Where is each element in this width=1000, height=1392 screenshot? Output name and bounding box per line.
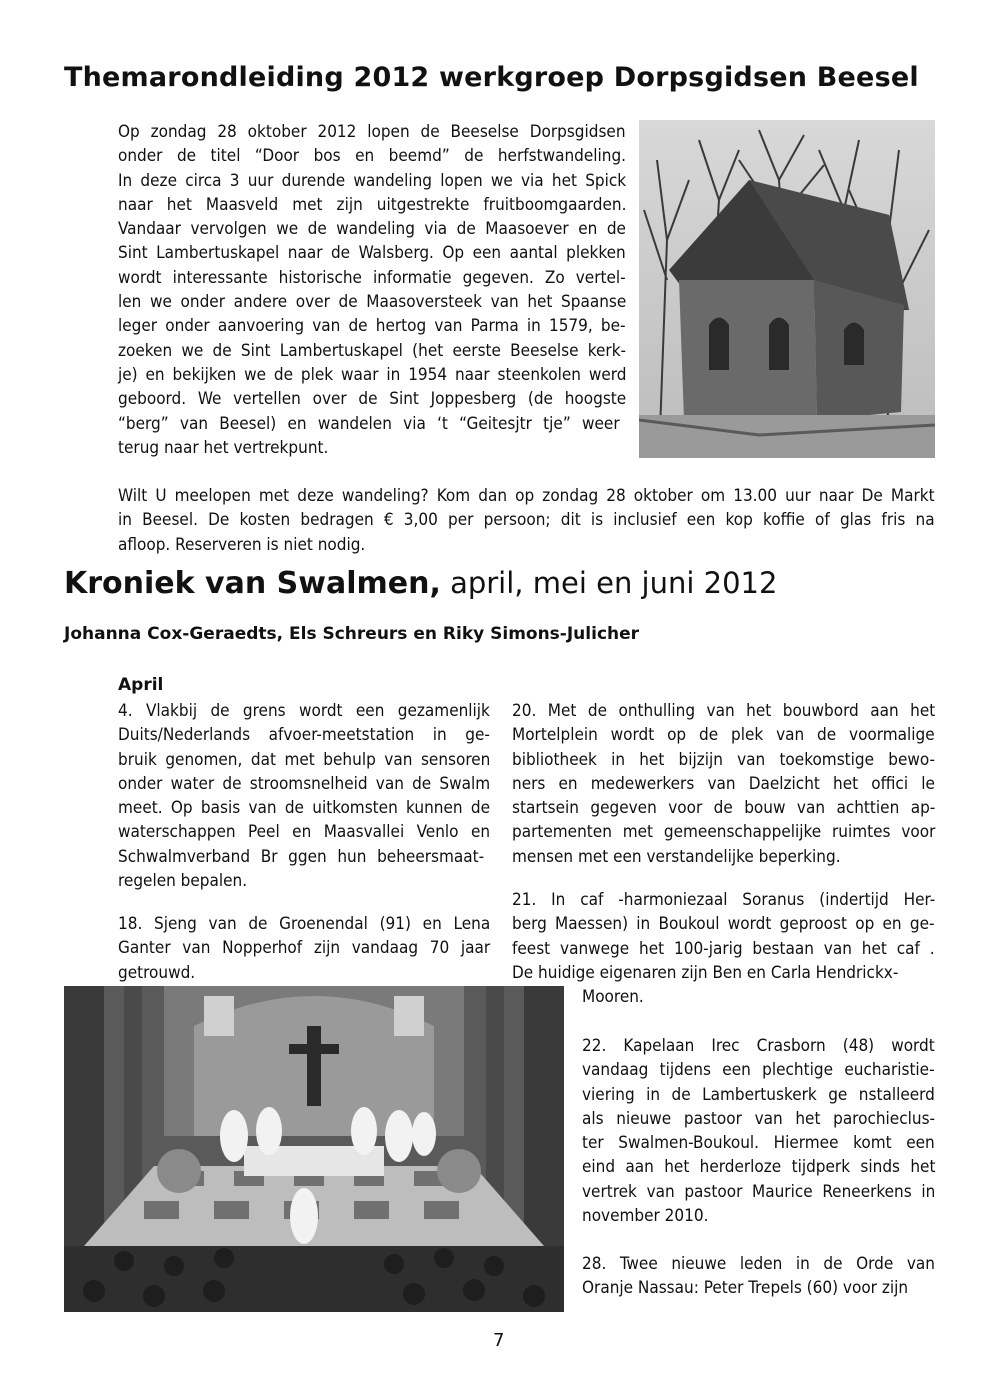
- invitation-paragraph: [118, 484, 935, 557]
- text-line: 28. Twee nieuwe leden in de Orde van: [582, 1254, 935, 1274]
- text-line: in Beesel. De kosten bedragen € 3,00 per persoon; dit is inclusief een kop koffie of glas fris na: [118, 510, 935, 531]
- text-line: Oranje Nassau: Peter Trepels (60) voor zijn: [582, 1278, 909, 1299]
- text-line: mensen met een verstandelijke beperking.: [512, 846, 841, 867]
- chapel-illustration: [639, 120, 935, 458]
- entry-21-end: Mooren.: [582, 987, 644, 1007]
- entry-20: [512, 699, 935, 869]
- kroniek-title-bold: Kroniek van Swalmen,: [64, 566, 441, 601]
- text-line: startsein gegeven voor de bouw van achttien ap-: [512, 798, 936, 819]
- text-line: afloop. Reserveren is niet nodig.: [118, 534, 366, 555]
- text-line: geboord. We vertellen over de Sint Joppesberg (de hoogste: [118, 389, 627, 410]
- text-line: wordt interessante historische informatie gegeven. Zo vertel-: [118, 267, 626, 288]
- kroniek-authors: Johanna Cox-Geraedts, Els Schreurs en Riky Simons-Julicher: [64, 624, 640, 644]
- text-line: 21. In caf -harmoniezaal Soranus (indertijd Her-: [512, 890, 936, 910]
- text-line: In deze circa 3 uur durende wandeling lopen we via het Spick: [118, 170, 627, 191]
- kroniek-heading: [64, 566, 777, 601]
- text-line: november 2010.: [582, 1206, 709, 1227]
- text-line: Duits/Nederlands afvoer-meetstation in ge-: [118, 725, 490, 746]
- text-line: meet. Op basis van de uitkomsten kunnen de: [118, 798, 490, 819]
- text-line: ners en medewerkers van Daelzicht het offici le: [512, 773, 935, 794]
- text-line: partementen met gemeenschappelijke ruimtes voor: [512, 822, 936, 843]
- text-line: len we onder andere over de Maasoversteek van het Spaanse: [118, 292, 627, 313]
- article-heading: Themarondleiding 2012 werkgroep Dorpsgidsen Beesel: [64, 62, 919, 93]
- text-line: viering in de Lambertuskerk ge nstalleerd: [582, 1084, 935, 1105]
- text-line: getrouwd.: [118, 962, 196, 983]
- text-line: waterschappen Peel en Maasvallei Venlo en: [118, 822, 491, 843]
- text-line: vertrek van pastoor Maurice Reneerkens in: [582, 1181, 936, 1202]
- entry-28: [582, 1252, 935, 1301]
- text-line: vandaag tijdens een plechtige eucharistie-: [582, 1060, 935, 1081]
- text-line: Op zondag 28 oktober 2012 lopen de Beeselse Dorpsgidsen: [118, 122, 626, 142]
- text-line: bibliotheek in het bijzijn van toekomstige bewo-: [512, 749, 936, 770]
- text-line: 4. Vlakbij de grens wordt een gezamenlijk: [118, 701, 490, 721]
- text-line: Ganter van Nopperhof zijn vandaag 70 jaar: [118, 938, 491, 959]
- entry-21: [512, 888, 935, 985]
- church-photo: [64, 986, 564, 1312]
- month-heading: April: [118, 675, 164, 695]
- text-line: bruik genomen, dat met behulp van sensoren: [118, 749, 491, 770]
- church-interior-illustration: [64, 986, 564, 1312]
- entry-22: [582, 1034, 935, 1228]
- text-line: “berg” van Beesel) en wandelen via ‘t “Geitesjtr tje” weer: [118, 413, 620, 434]
- text-line: 20. Met de onthulling van het bouwbord aan het: [512, 701, 936, 721]
- text-line: eind aan het herderloze tijdperk sinds het: [582, 1157, 936, 1178]
- text-line: onder de titel “Door bos en beemd” de herfstwandeling.: [118, 146, 627, 167]
- text-line: terug naar het vertrekpunt.: [118, 437, 329, 458]
- intro-paragraph: [118, 120, 626, 460]
- entry-4: [118, 699, 490, 893]
- text-line: onder water de stroomsnelheid van de Swalm: [118, 773, 491, 794]
- text-line: ter Swalmen-Boukoul. Hiermee komt een: [582, 1133, 935, 1154]
- text-line: Mortelplein wordt op de plek van de voormalige: [512, 725, 935, 746]
- chapel-photo: [639, 120, 935, 458]
- text-line: je) en bekijken we de plek waar in 1954 naar steenkolen werd: [118, 364, 627, 385]
- page-number: 7: [493, 1330, 505, 1351]
- text-line: Sint Lambertuskapel naar de Walsberg. Op een aantal plekken: [118, 243, 626, 264]
- text-line: De huidige eigenaren zijn Ben en Carla Hendrickx-: [512, 962, 899, 983]
- text-line: berg Maessen) in Boukoul wordt geproost op en ge-: [512, 914, 935, 935]
- text-line: Vandaar vervolgen we de wandeling via de Maasoever en de: [118, 219, 626, 240]
- text-line: feest vanwege het 100-jarig bestaan van het caf .: [512, 938, 935, 959]
- text-line: zoeken we de Sint Lambertuskapel (het eerste Beeselse kerk-: [118, 340, 627, 361]
- text-line: 18. Sjeng van de Groenendal (91) en Lena: [118, 914, 491, 934]
- text-line: leger onder aanvoering van de hertog van Parma in 1579, be-: [118, 316, 626, 337]
- entry-18: [118, 912, 490, 985]
- text-line: Schwalmverband Br ggen hun beheersmaat-: [118, 846, 485, 867]
- text-line: 22. Kapelaan Irec Crasborn (48) wordt: [582, 1036, 935, 1056]
- text-line: naar het Maasveld met zijn uitgestrekte fruitboomgaarden.: [118, 194, 627, 215]
- text-line: als nieuwe pastoor van het parochieclus-: [582, 1108, 936, 1129]
- text-line: regelen bepalen.: [118, 871, 248, 892]
- kroniek-title-rest: april, mei en juni 2012: [440, 566, 778, 600]
- text-line: Wilt U meelopen met deze wandeling? Kom dan op zondag 28 oktober om 13.00 uur naar De Markt: [118, 486, 935, 506]
